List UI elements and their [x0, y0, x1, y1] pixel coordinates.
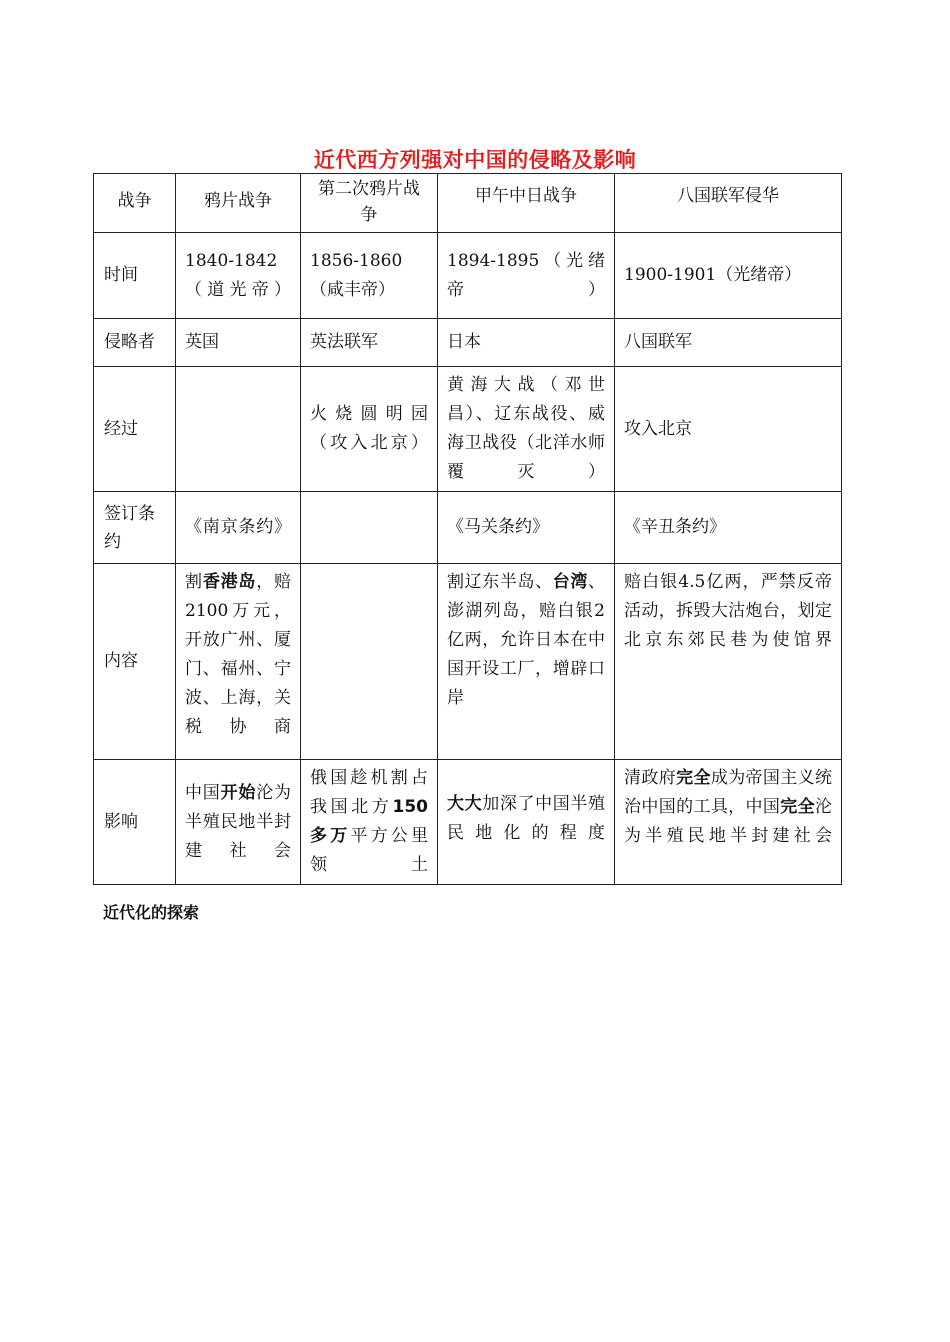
- table-row: [94, 367, 842, 492]
- table-header-row: [94, 174, 842, 233]
- table-cell: 割香港岛，赔2100万元，开放广州、厦门、福州、宁波、上海，关税协商: [176, 564, 301, 760]
- row-label: 影响: [94, 760, 176, 885]
- table-cell: 《南京条约》: [176, 492, 301, 564]
- table-cell: 八国联军: [615, 319, 842, 367]
- table-cell: 割辽东半岛、台湾、澎湖列岛，赔白银2亿两，允许日本在中国开设工厂，增辟口岸: [438, 564, 615, 760]
- table-row: [94, 233, 842, 319]
- table-cell: 英国: [176, 319, 301, 367]
- table-cell: 1900-1901（光绪帝）: [615, 233, 842, 319]
- table-row: [94, 760, 842, 885]
- header-cell: 鸦片战争: [176, 174, 301, 233]
- table-row: [94, 564, 842, 760]
- invasion-table: [93, 173, 842, 885]
- table-cell: 攻入北京: [615, 367, 842, 492]
- table-cell: 《马关条约》: [438, 492, 615, 564]
- header-cell: 甲午中日战争: [438, 174, 615, 233]
- table-cell: [176, 367, 301, 492]
- table-row: [94, 319, 842, 367]
- table-cell: 清政府完全成为帝国主义统治中国的工具，中国完全沦为半殖民地半封建社会: [615, 760, 842, 885]
- table-cell: 日本: [438, 319, 615, 367]
- header-cell: 第二次鸦片战争: [301, 174, 438, 233]
- document-title: 近代西方列强对中国的侵略及影响: [313, 148, 637, 172]
- table-row: [94, 492, 842, 564]
- table-cell: 1894-1895（光绪帝）: [438, 233, 615, 319]
- row-label: 侵略者: [94, 319, 176, 367]
- table-cell: 1840-1842（道光帝）: [176, 233, 301, 319]
- section-heading: 近代化的探索: [103, 903, 200, 922]
- row-label: 签订条约: [94, 492, 176, 564]
- table-cell: 《辛丑条约》: [615, 492, 842, 564]
- table-cell: [301, 492, 438, 564]
- row-label: 时间: [94, 233, 176, 319]
- row-label: 经过: [94, 367, 176, 492]
- table-cell: [301, 564, 438, 760]
- table-cell: 中国开始沦为半殖民地半封建社会: [176, 760, 301, 885]
- table-cell: 赔白银4.5亿两，严禁反帝活动，拆毁大沽炮台，划定北京东郊民巷为使馆界: [615, 564, 842, 760]
- table-cell: 1856-1860（咸丰帝）: [301, 233, 438, 319]
- table-cell: 俄国趁机割占我国北方150多万平方公里领土: [301, 760, 438, 885]
- table-cell: 英法联军: [301, 319, 438, 367]
- header-cell: 战争: [94, 174, 176, 233]
- table-cell: 火烧圆明园（攻入北京）: [301, 367, 438, 492]
- row-label: 内容: [94, 564, 176, 760]
- table-cell: 黄海大战（邓世昌）、辽东战役、威海卫战役（北洋水师覆灭）: [438, 367, 615, 492]
- header-cell: 八国联军侵华: [615, 174, 842, 233]
- table-cell: 大大加深了中国半殖民地化的程度: [438, 760, 615, 885]
